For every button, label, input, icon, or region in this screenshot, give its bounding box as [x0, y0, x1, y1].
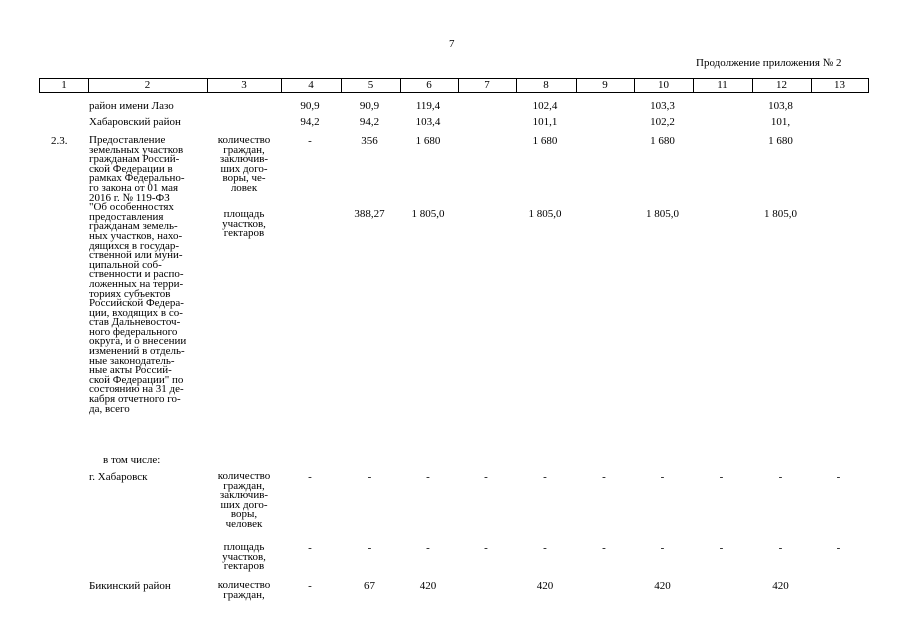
- row-2-3-r1-c4: -: [308, 135, 312, 147]
- row-lazo-c8: 102,4: [532, 100, 558, 112]
- row-2-3-unit-area: площадь участков, гектаров: [222, 208, 266, 240]
- row-2-3-description: Предоставление земельных участков гражданам Россий- ской Федерации в рамках Федерально- го закона от 01 мая 2016 г. № 119-ФЗ "Об особенностях предоставления гражданам земель- ных участков, нахо- дящихся в государ- ственной или муни- ципальной соб- ственности и распо- ложенных на терри- ториях субъектов Российской Федера- ции, входящих в со- став Дальневосточ- ного федерального округа, и о внесении изменений в отдель- ные законодатель- ные акты Россий- ской Федерации" по состоянию на 31 де- кабря отчетного го- да, всего: [89, 134, 187, 415]
- col-header-5: 5: [367, 79, 374, 91]
- row-bikin-c12: 420: [772, 580, 789, 592]
- row-lazo-c12: 103,8: [768, 100, 793, 112]
- row-khabarovsk-r1-c11: -: [719, 471, 724, 483]
- row-2-3-unit-people: количество граждан, заключив- ших дого- воры, че- ловек: [217, 134, 271, 194]
- row-2-3-r1-c6: 1 680: [415, 135, 441, 147]
- row-khabarovsk-r2-c6: -: [426, 542, 430, 554]
- row-2-3-r2-c6: 1 805,0: [411, 208, 445, 220]
- row-lazo-c10: 103,3: [650, 100, 675, 112]
- row-khabarovsk-r1-c12: -: [778, 471, 783, 483]
- row-bikin-unit-people: количество граждан,: [217, 579, 271, 601]
- row-khabarovsk-r2-c4: -: [308, 542, 312, 554]
- row-khab-rayon-c8: 101,1: [532, 116, 558, 128]
- row-khabarovsk-unit-people: количество граждан, заключив- ших дого- воры, человек: [217, 470, 271, 530]
- table-header: [39, 78, 869, 93]
- col-header-11: 11: [717, 79, 728, 91]
- row-khabarovsk-r2-c12: -: [778, 542, 783, 554]
- row-khab-rayon-c5: 94,2: [359, 116, 380, 128]
- row-khabarovsk-r1-c8: -: [543, 471, 547, 483]
- col-header-13: 13: [834, 79, 845, 91]
- row-khabarovsk-r1-c4: -: [308, 471, 312, 483]
- row-2-3-r1-c10: 1 680: [650, 135, 675, 147]
- row-khab-rayon-c12: 101,: [770, 116, 791, 128]
- row-khabarovsk-r1-c9: -: [602, 471, 606, 483]
- col-header-10: 10: [658, 79, 669, 91]
- col-header-8: 8: [543, 79, 549, 91]
- row-lazo-name: район имени Лазо: [89, 100, 174, 112]
- row-khabarovsk-r1-c6: -: [426, 471, 430, 483]
- col-header-2: 2: [144, 79, 151, 91]
- row-2-3-r1-c12: 1 680: [768, 135, 793, 147]
- row-2-3-r1-c8: 1 680: [532, 135, 558, 147]
- row-bikin-c10: 420: [654, 580, 671, 592]
- col-header-7: 7: [484, 79, 490, 91]
- row-khabarovsk-r1-c5: -: [367, 471, 372, 483]
- including-label: в том числе:: [103, 454, 161, 466]
- col-header-3: 3: [241, 79, 247, 91]
- row-2-3-r2-c8: 1 805,0: [528, 208, 562, 220]
- row-bikin-name: Бикинский район: [89, 580, 171, 592]
- row-2-3-number: 2.3.: [51, 135, 68, 147]
- row-khabarovsk-r2-c8: -: [543, 542, 547, 554]
- page-number: 7: [449, 38, 455, 50]
- row-2-3-r2-c12: 1 805,0: [764, 208, 797, 220]
- row-khabarovsk-r2-c13: -: [836, 542, 841, 554]
- row-2-3-r1-c5: 356: [361, 135, 378, 147]
- row-lazo-c6: 119,4: [415, 100, 441, 112]
- col-header-12: 12: [776, 79, 787, 91]
- col-header-9: 9: [602, 79, 608, 91]
- row-bikin-c6: 420: [419, 580, 437, 592]
- row-khabarovsk-r2-c11: -: [719, 542, 724, 554]
- row-bikin-c4: -: [308, 580, 312, 592]
- row-khabarovsk-r2-c5: -: [367, 542, 372, 554]
- row-lazo-c4: 90,9: [300, 100, 320, 112]
- row-khab-rayon-c10: 102,2: [650, 116, 675, 128]
- col-header-4: 4: [308, 79, 314, 91]
- row-khabarovsk-r2-c9: -: [602, 542, 606, 554]
- col-header-1: 1: [61, 79, 67, 91]
- row-khabarovsk-unit-area: площадь участков, гектаров: [222, 541, 266, 573]
- continuation-label: Продолжение приложения № 2: [696, 57, 842, 69]
- row-khabarovsk-r2-c10: -: [660, 542, 665, 554]
- row-khabarovsk-name: г. Хабаровск: [89, 471, 148, 483]
- row-2-3-r2-c10: 1 805,0: [646, 208, 679, 220]
- row-khabarovsk-r1-c10: -: [660, 471, 665, 483]
- row-khab-rayon-c4: 94,2: [300, 116, 320, 128]
- row-bikin-c8: 420: [536, 580, 554, 592]
- row-khab-rayon-c6: 103,4: [415, 116, 441, 128]
- row-khabarovsk-r2-c7: -: [484, 542, 488, 554]
- col-header-6: 6: [426, 79, 432, 91]
- row-khabarovsk-r1-c7: -: [484, 471, 488, 483]
- row-khabarovsk-r1-c13: -: [836, 471, 841, 483]
- row-2-3-r2-c5: 388,27: [354, 208, 385, 220]
- row-khab-rayon-name: Хабаровский район: [89, 116, 181, 128]
- row-lazo-c5: 90,9: [359, 100, 380, 112]
- row-bikin-c5: 67: [364, 580, 375, 592]
